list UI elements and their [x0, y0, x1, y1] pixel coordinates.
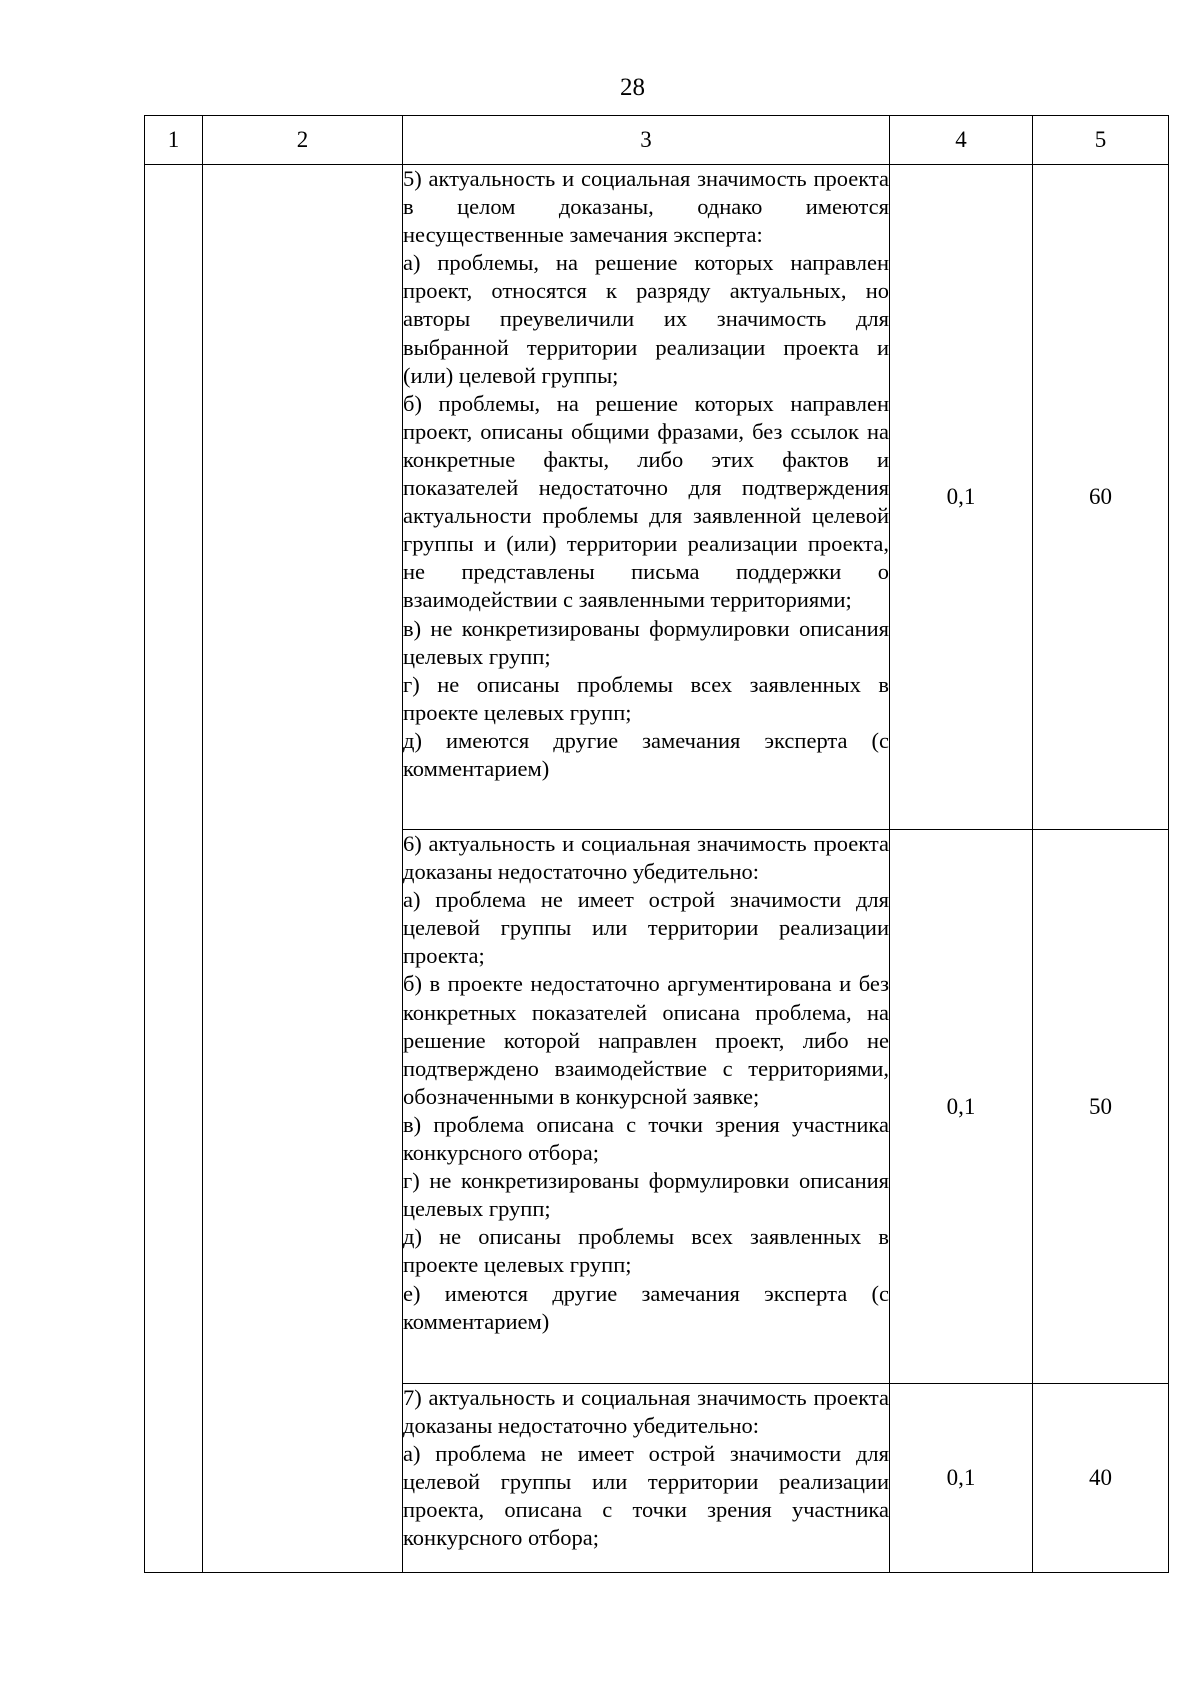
- column-header-4: 4: [890, 116, 1033, 165]
- criterion-line: 5) актуальность и социальная значимость проекта в целом доказаны, однако имеются несущественные замечания эксперта:: [403, 166, 889, 248]
- criterion-line: г) не описаны проблемы всех заявленных в проекте целевых групп;: [403, 671, 889, 725]
- criterion-line: 7) актуальность и социальная значимость проекта доказаны недостаточно убедительно:: [403, 1385, 889, 1439]
- table-row: [145, 165, 1169, 830]
- cell-column-2: [203, 165, 403, 1573]
- column-header-3: 3: [403, 116, 890, 165]
- criterion-line: а) проблема не имеет острой значимости для целевой группы или территории реализации проекта;: [403, 887, 889, 969]
- criterion-cell: [403, 1384, 890, 1573]
- column-header-1: 1: [145, 116, 203, 165]
- criterion-line: 6) актуальность и социальная значимость проекта доказаны недостаточно убедительно:: [403, 831, 889, 885]
- criterion-line: д) имеются другие замечания эксперта (с комментарием): [403, 727, 889, 781]
- criterion-line: д) не описаны проблемы всех заявленных в проекте целевых групп;: [403, 1224, 889, 1278]
- cell-column-1: [145, 165, 203, 1573]
- coefficient-cell: 0,1: [890, 165, 1033, 830]
- column-header-5: 5: [1033, 116, 1169, 165]
- criterion-line: е) имеются другие замечания эксперта (с комментарием): [403, 1280, 889, 1334]
- score-cell: 50: [1033, 830, 1169, 1384]
- criterion-line: а) проблема не имеет острой значимости для целевой группы или территории реализации проекта, описана с точки зрения участника конкурсного отбора;: [403, 1441, 889, 1551]
- table-header-row: [145, 116, 1169, 165]
- criterion-line: в) не конкретизированы формулировки описания целевых групп;: [403, 615, 889, 669]
- criterion-line: б) проблемы, на решение которых направлен проект, описаны общими фразами, без ссылок на конкретные факты, либо этих фактов и показателей недостаточно для подтверждения актуальности проблемы для заявленной целевой группы и (или) территории реализации проекта, не представлены письма поддержки о взаимодействии с заявленными территориями;: [403, 390, 889, 613]
- coefficient-cell: 0,1: [890, 830, 1033, 1384]
- criterion-cell: [403, 830, 890, 1384]
- criterion-line: в) проблема описана с точки зрения участника конкурсного отбора;: [403, 1111, 889, 1166]
- criteria-table: [144, 115, 1169, 1573]
- criterion-line: а) проблемы, на решение которых направлен проект, относятся к разряду актуальных, но авторы преувеличили их значимость для выбранной территории реализации проекта и (или) целевой группы;: [403, 250, 889, 388]
- coefficient-cell: 0,1: [890, 1384, 1033, 1573]
- score-cell: 60: [1033, 165, 1169, 830]
- criterion-line: б) в проекте недостаточно аргументирована и без конкретных показателей описана проблема, на решение которой направлен проект, либо не подтверждено взаимодействие с территориями, обозначенными в конкурсной заявке;: [403, 971, 889, 1109]
- criterion-cell: [403, 165, 890, 830]
- criterion-line: г) не конкретизированы формулировки описания целевых групп;: [403, 1168, 889, 1222]
- score-cell: 40: [1033, 1384, 1169, 1573]
- page-number: 28: [620, 74, 645, 101]
- column-header-2: 2: [203, 116, 403, 165]
